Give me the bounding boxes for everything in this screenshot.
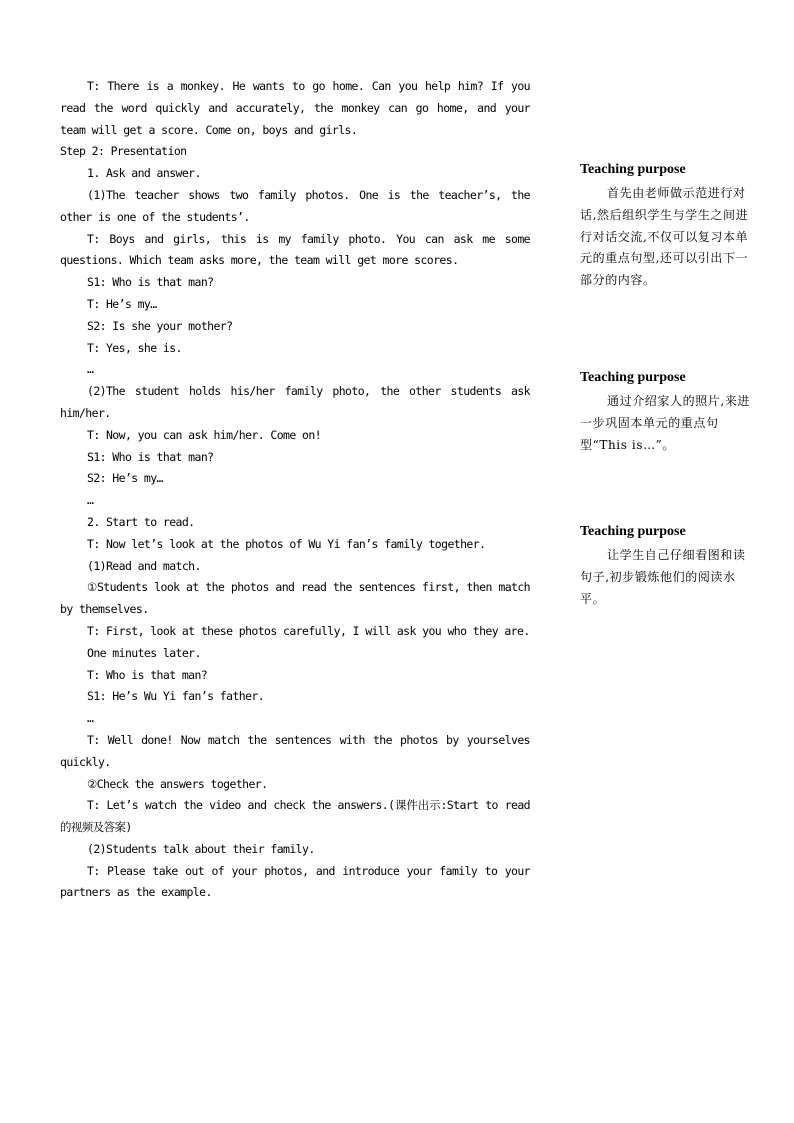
teaching-purpose-body: 通过介绍家人的照片,来进一步巩固本单元的重点句型“This is…”。 bbox=[580, 394, 751, 452]
paragraph: T: There is a monkey. He wants to go home. Can you help him? If you read the word quickly and accurately, the monkey can go home, and your team will get a score. Come on, boys and girls. bbox=[60, 79, 530, 137]
paragraph: T: Now, you can ask him/her. Come on! bbox=[87, 427, 321, 442]
paragraph: S2: Is she your mother? bbox=[87, 318, 233, 333]
paragraph: (2)The student holds his/her family photo, the other students ask him/her. bbox=[60, 384, 530, 420]
paragraph: 1. Ask and answer. bbox=[87, 166, 201, 181]
paragraph: (1)Read and match. bbox=[87, 558, 201, 573]
lesson-procedure-text bbox=[60, 76, 530, 904]
paragraph: S1: Who is that man? bbox=[87, 275, 214, 290]
teaching-purpose-body: 让学生自己仔细看图和读句子,初步锻炼他们的阅读水平。 bbox=[580, 548, 746, 606]
teaching-purpose-body: 首先由老师做示范进行对话,然后组织学生与学生之间进行对话交流,不仅可以复习本单元的重点句型,还可以引出下一部分的内容。 bbox=[580, 186, 749, 288]
paragraph: S1: Who is that man? bbox=[87, 449, 214, 464]
paragraph: ①Students look at the photos and read the sentences first, then match by themselves. bbox=[60, 580, 530, 617]
paragraph: (1)The teacher shows two family photos. One is the teacher’s, the other is one of the students’. bbox=[60, 187, 530, 224]
teaching-purpose-note-1 bbox=[580, 161, 752, 292]
paragraph: One minutes later. bbox=[87, 645, 201, 660]
teaching-purpose-title: Teaching purpose bbox=[580, 370, 686, 385]
paragraph: S1: He’s Wu Yi fan’s father. bbox=[87, 689, 265, 704]
paragraph: … bbox=[87, 711, 94, 726]
paragraph: T: Well done! Now match the sentences with the photos by yourselves quickly. bbox=[60, 732, 530, 769]
paragraph: S2: He’s my… bbox=[87, 471, 163, 486]
paragraph: T: He’s my… bbox=[87, 296, 157, 311]
paragraph: Step 2: Presentation bbox=[60, 144, 187, 159]
teaching-purpose-title: Teaching purpose bbox=[580, 162, 686, 177]
paragraph: T: Now let’s look at the photos of Wu Yi fan’s family together. bbox=[87, 536, 486, 551]
paragraph: … bbox=[87, 493, 94, 508]
paragraph: T: Let’s watch the video and check the answers.(课件出示:Start to read的视频及答案) bbox=[60, 798, 530, 835]
paragraph: T: Yes, she is. bbox=[87, 340, 182, 355]
paragraph: T: Who is that man? bbox=[87, 667, 208, 682]
teaching-purpose-note-3 bbox=[580, 523, 752, 610]
paragraph: T: First, look at these photos carefully, I will ask you who they are. bbox=[87, 623, 530, 638]
paragraph: T: Please take out of your photos, and introduce your family to your partners as the example. bbox=[60, 863, 530, 900]
paragraph: ②Check the answers together. bbox=[87, 776, 268, 791]
paragraph: T: Boys and girls, this is my family photo. You can ask me some questions. Which team asks more, the team will get more scores. bbox=[60, 231, 530, 268]
paragraph: 2. Start to read. bbox=[87, 514, 195, 529]
teaching-purpose-note-2 bbox=[580, 369, 752, 456]
teaching-purpose-title: Teaching purpose bbox=[580, 524, 686, 539]
paragraph: … bbox=[87, 362, 94, 377]
paragraph: (2)Students talk about their family. bbox=[87, 841, 315, 856]
